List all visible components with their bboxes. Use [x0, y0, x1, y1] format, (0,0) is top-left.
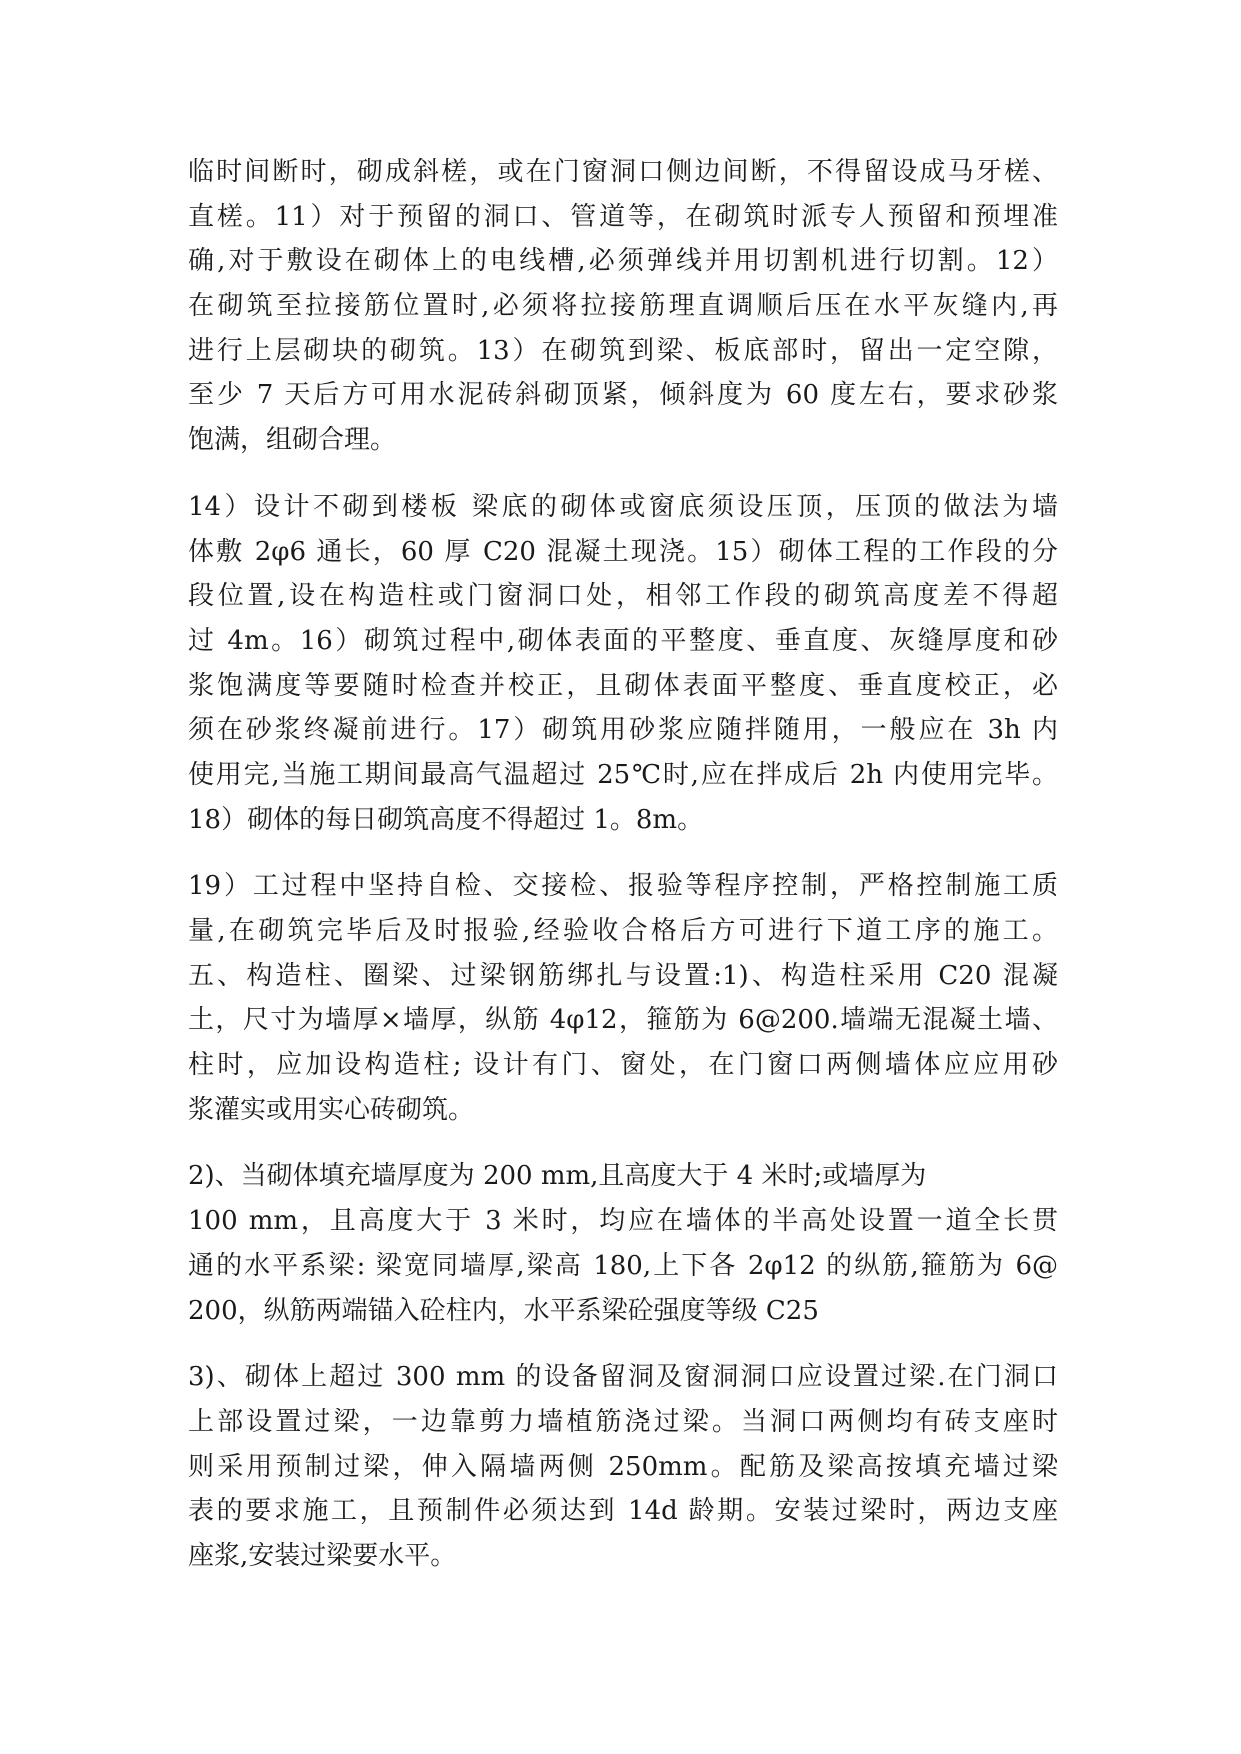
text-line: 浆饱满度等要随时检查并校正，且砌体表面平整度、垂直度校正，必 [188, 670, 1058, 701]
text-line: 2)、当砌体填充墙厚度为 200 mm,且高度大于 4 米时;或墙厚为 [188, 1161, 927, 1192]
text-line: 体敷 2φ6 通长，60 厚 C20 混凝土现浇。15）砌体工程的工作段的分 [188, 536, 1058, 567]
paragraph-1 [188, 150, 1058, 463]
text-line: 须在砂浆终凝前进行。17）砌筑用砂浆应随拌随用，一般应在 3h 内 [188, 715, 1058, 746]
text-line: 200，纵筋两端锚入砼柱内，水平系梁砼强度等级 C25 [188, 1295, 819, 1326]
text-line: 过 4m。16）砌筑过程中,砌体表面的平整度、垂直度、灰缝厚度和砂 [188, 625, 1058, 656]
text-line: 五、构造柱、圈梁、过梁钢筋绑扎与设置:1)、构造柱采用 C20 混凝 [188, 960, 1058, 991]
text-line: 使用完,当施工期间最高气温超过 25℃时,应在拌成后 2h 内使用完毕。 [188, 759, 1058, 790]
text-line: 直槎。11）对于预留的洞口、管道等，在砌筑时派专人预留和预埋准 [188, 201, 1058, 232]
text-line: 量,在砌筑完毕后及时报验,经验收合格后方可进行下道工序的施工。 [188, 916, 1058, 946]
text-line: 上部设置过梁，一边靠剪力墙植筋浇过梁。当洞口两侧均有砖支座时 [188, 1406, 1058, 1437]
text-line: 浆灌实或用实心砖砌筑。 [188, 1094, 475, 1125]
text-line: 则采用预制过梁，伸入隔墙两侧 250mm。配筋及梁高按填充墙过梁 [188, 1451, 1058, 1482]
text-line: 14）设计不砌到楼板 梁底的砌体或窗底须设压顶，压顶的做法为墙 [188, 491, 1058, 522]
document-body [188, 150, 1058, 1601]
text-line: 座浆,安装过梁要水平。 [188, 1540, 457, 1571]
paragraph-3 [188, 864, 1058, 1132]
text-line: 柱时，应加设构造柱; 设计有门、窗处，在门窗口两侧墙体应应用砂 [188, 1050, 1058, 1081]
text-line: 19）工过程中坚持自检、交接检、报验等程序控制，严格控制施工质 [188, 871, 1058, 902]
text-line: 进行上层砌块的砌筑。13）在砌筑到梁、板底部时，留出一定空隙， [188, 335, 1058, 366]
paragraph-2 [188, 485, 1058, 843]
text-line: 表的要求施工，且预制件必须达到 14d 龄期。安装过梁时，两边支座 [188, 1496, 1058, 1527]
text-line: 确,对于敷设在砌体上的电线槽,必须弹线并用切割机进行切割。12） [188, 246, 1058, 277]
text-line: 至少 7 天后方可用水泥砖斜砌顶紧，倾斜度为 60 度左右，要求砂浆 [188, 380, 1058, 411]
text-line: 饱满，组砌合理。 [188, 425, 397, 456]
text-line: 在砌筑至拉接筋位置时,必须将拉接筋理直调顺后压在水平灰缝内,再 [188, 291, 1058, 322]
text-line: 临时间断时，砌成斜槎，或在门窗洞口侧边间断，不得留设成马牙槎、 [188, 157, 1058, 187]
text-line: 18）砌体的每日砌筑高度不得超过 1。8m。 [188, 804, 704, 835]
text-line: 土，尺寸为墙厚×墙厚，纵筋 4φ12，箍筋为 6@200.墙端无混凝土墙、 [188, 1005, 1058, 1036]
text-line: 通的水平系梁: 梁宽同墙厚,梁高 180,上下各 2φ12 的纵筋,箍筋为 6@ [188, 1250, 1058, 1281]
paragraph-4 [188, 1154, 1058, 1333]
text-line: 3)、砌体上超过 300 mm 的设备留洞及窗洞洞口应设置过梁.在门洞口 [188, 1362, 1058, 1393]
text-line: 段位置,设在构造柱或门窗洞口处，相邻工作段的砌筑高度差不得超 [188, 581, 1058, 612]
paragraph-5 [188, 1355, 1058, 1578]
text-line: 100 mm，且高度大于 3 米时，均应在墙体的半高处设置一道全长贯 [188, 1206, 1058, 1237]
